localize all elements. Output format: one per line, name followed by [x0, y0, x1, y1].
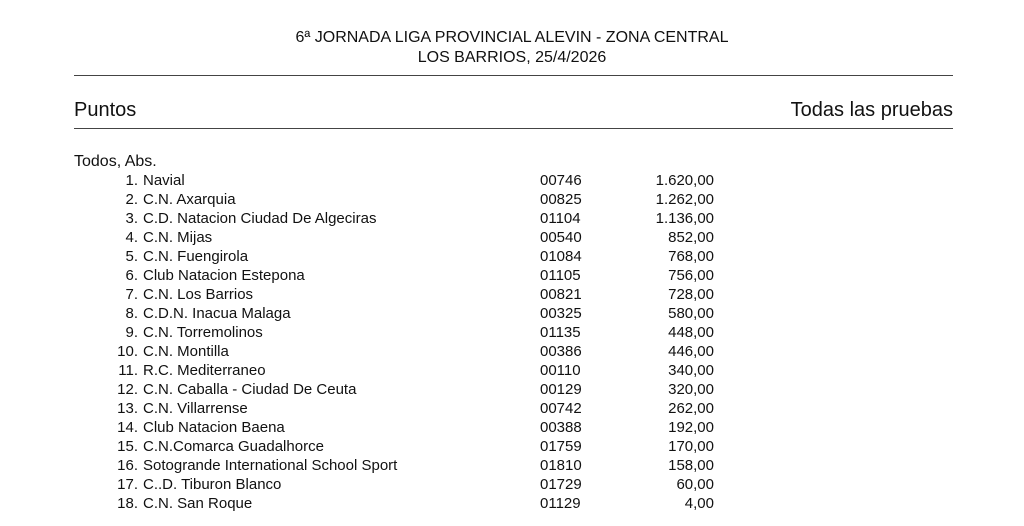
rank: 13. — [117, 400, 138, 417]
club-code: 00746 — [540, 172, 582, 189]
result-row — [0, 171, 1024, 190]
club-code: 00386 — [540, 343, 582, 360]
points: 728,00 — [668, 286, 714, 303]
rank: 11. — [118, 362, 138, 379]
result-row — [0, 456, 1024, 475]
points: 1.136,00 — [655, 210, 714, 227]
header-divider — [74, 75, 953, 76]
points: 580,00 — [668, 305, 714, 322]
club-code: 00325 — [540, 305, 582, 322]
rank: 8. — [125, 305, 138, 322]
points: 1.262,00 — [655, 191, 714, 208]
result-row — [0, 247, 1024, 266]
club-name: C.N. Caballa - Ciudad De Ceuta — [143, 381, 357, 398]
rank: 16. — [117, 457, 138, 474]
section-divider — [74, 128, 953, 129]
points: 340,00 — [668, 362, 714, 379]
points: 446,00 — [668, 343, 714, 360]
group-label: Todos, Abs. — [74, 153, 157, 170]
points: 768,00 — [668, 248, 714, 265]
rank: 18. — [117, 495, 138, 512]
points: 4,00 — [684, 495, 714, 512]
points: 192,00 — [668, 419, 714, 436]
rank: 4. — [125, 229, 138, 246]
points: 60,00 — [676, 476, 714, 493]
club-code: 01104 — [540, 210, 581, 227]
club-name: C.N. Fuengirola — [143, 248, 249, 265]
rank: 2. — [125, 191, 138, 208]
club-code: 01135 — [540, 324, 581, 341]
section-label-points: Puntos — [74, 99, 137, 121]
points: 262,00 — [668, 400, 714, 417]
points: 852,00 — [668, 229, 714, 246]
club-code: 00742 — [540, 400, 582, 417]
club-name: C.D.N. Inacua Malaga — [143, 305, 291, 322]
club-code: 00821 — [540, 286, 582, 303]
result-row — [0, 380, 1024, 399]
club-code: 01084 — [540, 248, 582, 265]
result-row — [0, 361, 1024, 380]
rank: 17. — [117, 476, 138, 493]
result-row — [0, 342, 1024, 361]
club-code: 00129 — [540, 381, 582, 398]
result-row — [0, 190, 1024, 209]
club-name: Club Natacion Estepona — [143, 267, 305, 284]
points: 756,00 — [668, 267, 714, 284]
club-code: 00540 — [540, 229, 582, 246]
club-code: 01759 — [540, 438, 582, 455]
result-row — [0, 437, 1024, 456]
rank: 6. — [125, 267, 138, 284]
points: 320,00 — [668, 381, 714, 398]
club-name: Navial — [143, 172, 185, 189]
rank: 14. — [117, 419, 138, 436]
result-row — [0, 266, 1024, 285]
club-name: R.C. Mediterraneo — [143, 362, 266, 379]
rank: 15. — [117, 438, 138, 455]
club-name: C.N. Villarrense — [143, 400, 248, 417]
club-code: 01729 — [540, 476, 582, 493]
report-subtitle: LOS BARRIOS, 25/4/2026 — [417, 49, 607, 66]
club-code: 01105 — [540, 267, 581, 284]
result-row — [0, 304, 1024, 323]
result-row — [0, 209, 1024, 228]
club-name: C.N. Torremolinos — [143, 324, 263, 341]
result-row — [0, 418, 1024, 437]
club-name: Sotogrande International School Sport — [143, 457, 398, 474]
section-label-events: Todas las pruebas — [790, 99, 953, 121]
rank: 1. — [125, 172, 138, 189]
club-name: Club Natacion Baena — [143, 419, 285, 436]
rank: 10. — [117, 343, 138, 360]
rank: 5. — [125, 248, 138, 265]
club-code: 01129 — [540, 495, 581, 512]
club-name: C.D. Natacion Ciudad De Algeciras — [143, 210, 377, 227]
result-row — [0, 228, 1024, 247]
report-title: 6ª JORNADA LIGA PROVINCIAL ALEVIN - ZONA CENTRAL — [295, 29, 729, 46]
club-name: C.N. Montilla — [143, 343, 229, 360]
result-row — [0, 285, 1024, 304]
result-row — [0, 475, 1024, 494]
result-row — [0, 323, 1024, 342]
points: 170,00 — [668, 438, 714, 455]
club-name: C..D. Tiburon Blanco — [143, 476, 282, 493]
club-code: 00110 — [540, 362, 581, 379]
club-name: C.N. Mijas — [143, 229, 213, 246]
result-row — [0, 494, 1024, 513]
club-name: C.N. San Roque — [143, 495, 253, 512]
points: 158,00 — [668, 457, 714, 474]
points: 1.620,00 — [655, 172, 714, 189]
points: 448,00 — [668, 324, 714, 341]
club-name: C.N. Axarquia — [143, 191, 236, 208]
club-name: C.N.Comarca Guadalhorce — [143, 438, 324, 455]
club-code: 01810 — [540, 457, 582, 474]
rank: 7. — [125, 286, 138, 303]
club-code: 00388 — [540, 419, 582, 436]
rank: 12. — [117, 381, 138, 398]
result-row — [0, 399, 1024, 418]
results-list — [0, 171, 1024, 513]
rank: 3. — [125, 210, 138, 227]
rank: 9. — [125, 324, 138, 341]
club-name: C.N. Los Barrios — [143, 286, 254, 303]
club-code: 00825 — [540, 191, 582, 208]
